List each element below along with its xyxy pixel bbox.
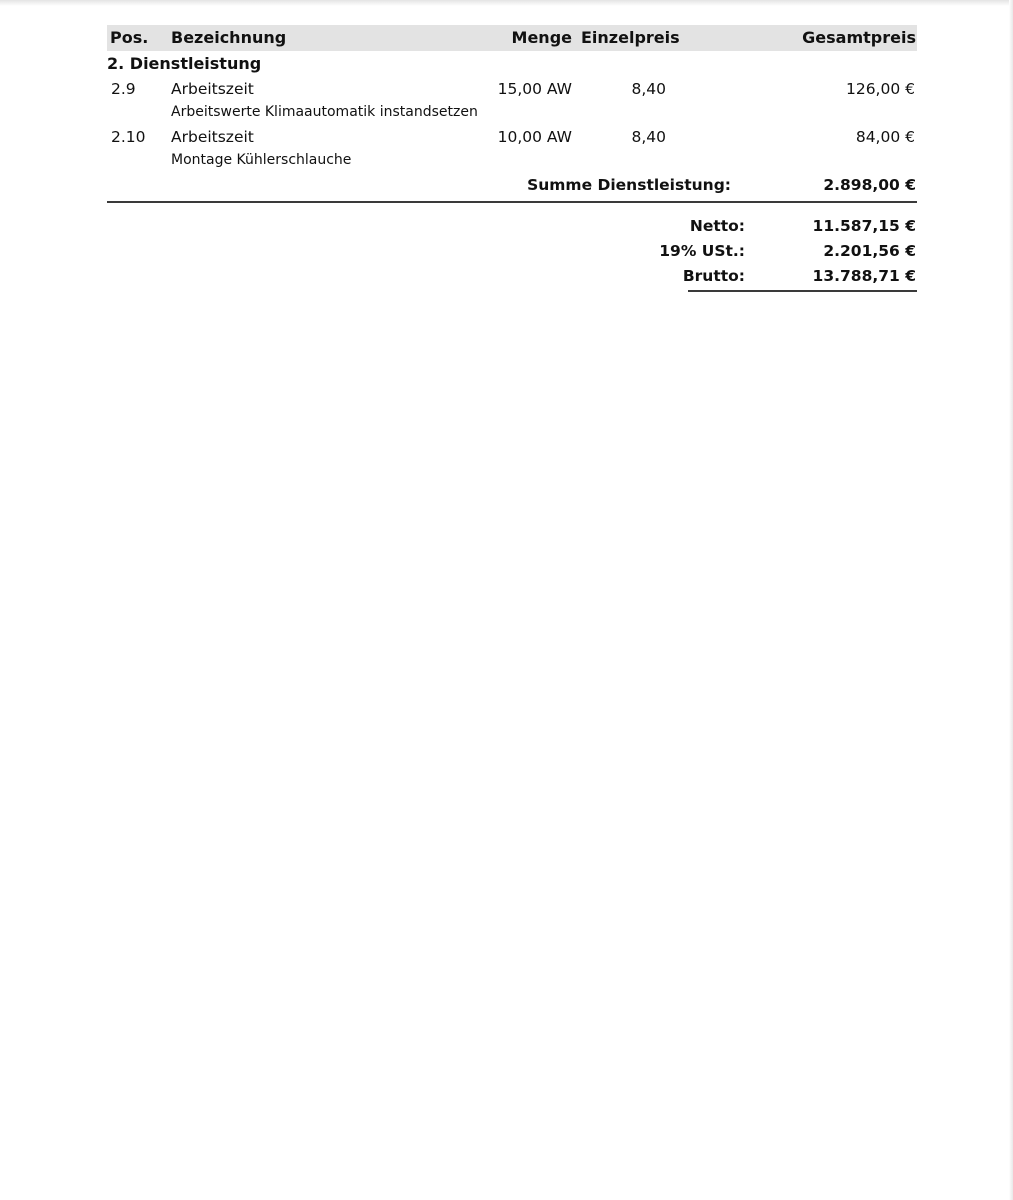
row-einzelpreis: 8,40 [631,80,666,98]
row-beschreibung: Montage Kühlerschlauche [171,152,352,168]
row-gesamtpreis: 126,00 € [845,80,915,98]
page-top-edge [0,0,1013,6]
header-gesamtpreis: Gesamtpreis [802,28,916,47]
row-bezeichnung: Arbeitszeit [171,128,254,146]
row-beschreibung: Arbeitswerte Klimaautomatik instandsetzen [171,104,478,120]
brutto-label: Brutto: [682,267,745,285]
header-bezeichnung: Bezeichnung [171,28,287,47]
subtotal-label: Summe Dienstleistung: [527,176,731,194]
row-einzelpreis: 8,40 [631,128,666,146]
header-einzelpreis: Einzelpreis [581,28,680,47]
ust-value: 2.201,56 € [823,242,916,260]
row-pos: 2.10 [111,128,146,146]
section-divider [107,201,917,203]
brutto-value: 13.788,71 € [812,267,916,285]
section-title: 2. Dienstleistung [107,54,262,73]
row-menge: 15,00 AW [497,80,572,98]
row-menge: 10,00 AW [497,128,572,146]
header-menge: Menge [511,28,572,47]
page-right-edge [1009,0,1013,1200]
row-gesamtpreis: 84,00 € [855,128,915,146]
ust-label: 19% USt.: [659,242,745,260]
netto-label: Netto: [689,217,745,235]
header-pos: Pos. [110,28,149,47]
row-pos: 2.9 [111,80,136,98]
row-bezeichnung: Arbeitszeit [171,80,254,98]
totals-underline [688,290,917,292]
subtotal-value: 2.898,00 € [823,176,916,194]
netto-value: 11.587,15 € [812,217,916,235]
